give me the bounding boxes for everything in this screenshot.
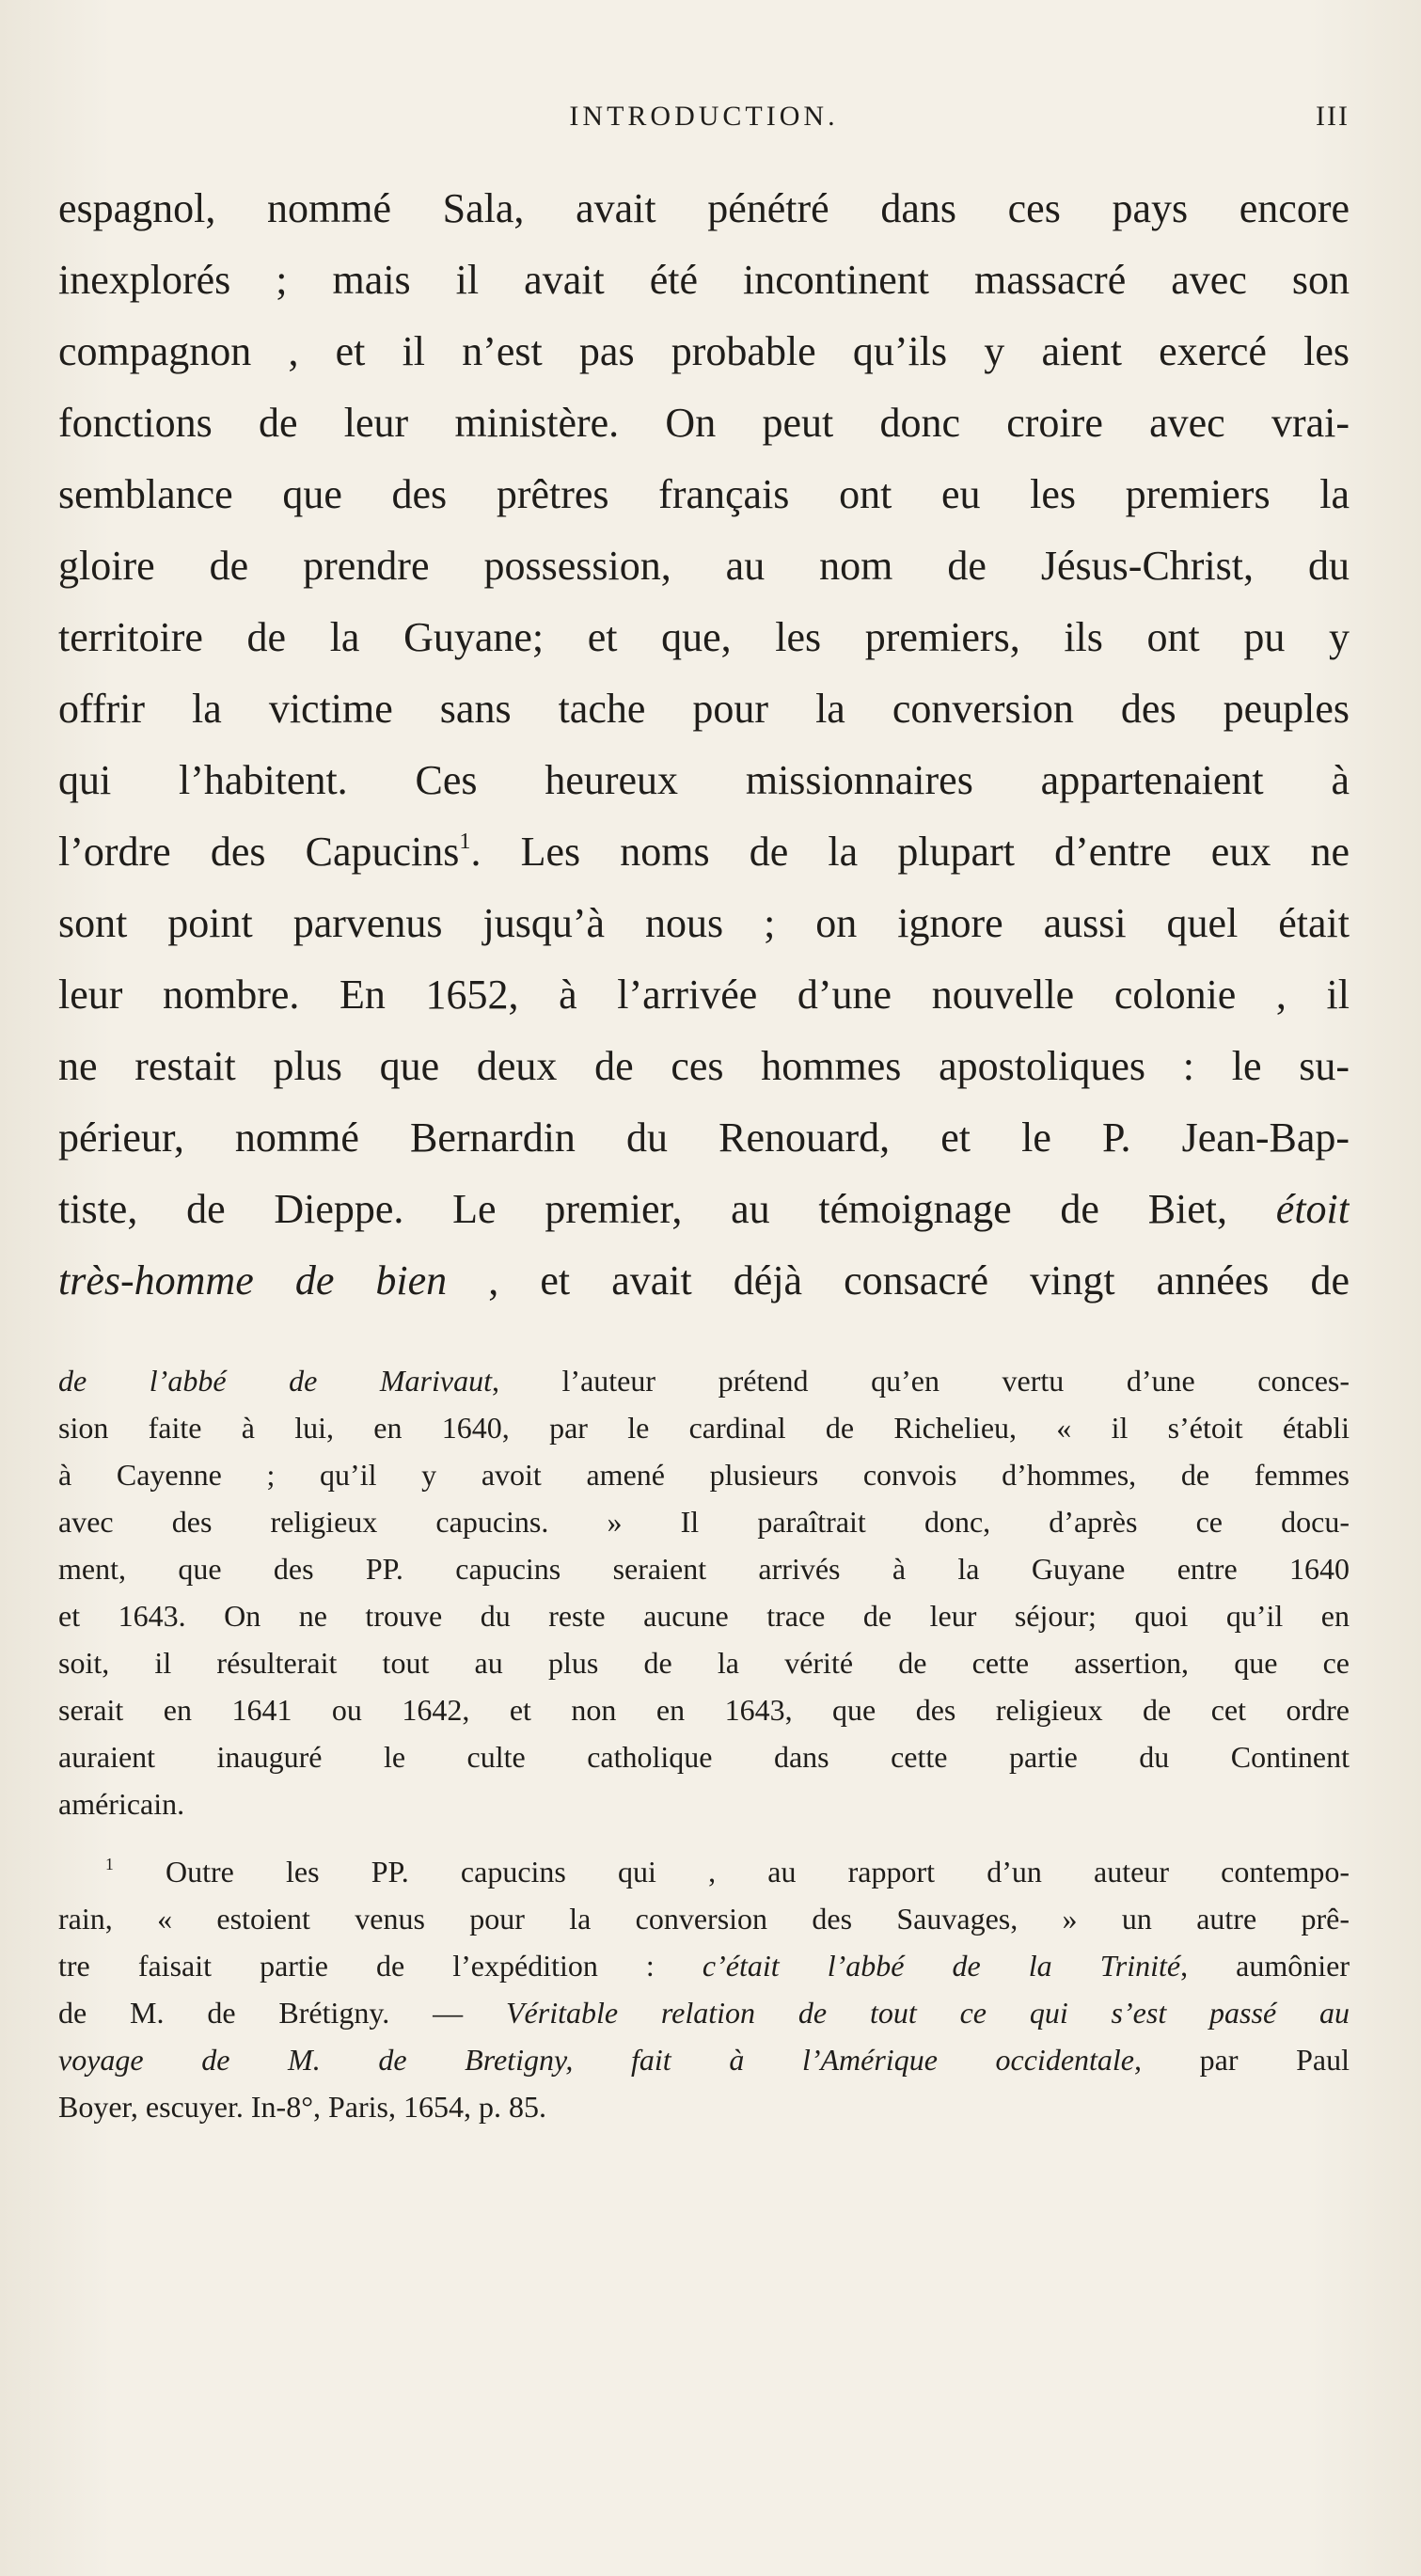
text-line: très-homme de bien , et avait déjà consacré vingt années de (58, 1257, 1350, 1304)
text-line: sont point parvenus jusqu’à nous ; on ignore aussi quel était (58, 900, 1350, 946)
note-line: auraient inauguré le culte catholique dans cette partie du Continent (58, 1740, 1350, 1774)
text-line: territoire de la Guyane; et que, les premiers, ils ont pu y (58, 614, 1350, 660)
text-line: l’ordre des Capucins$^1$. Les noms de la plupart d’entre eux ne (58, 828, 1350, 875)
text-line: offrir la victime sans tache pour la conversion des peuples (58, 686, 1350, 732)
note-line: de l’abbé de Marivaut, l’auteur prétend qu’en vertu d’une conces- (58, 1364, 1350, 1398)
note-continuation (58, 1357, 1350, 1827)
page-header (58, 97, 1350, 142)
page-number: III (1316, 101, 1350, 132)
note-line: serait en 1641 ou 1642, et non en 1643, que des religieux de cet ordre (58, 1693, 1350, 1727)
note-line: à Cayenne ; qu’il y avoit amené plusieurs convois d’hommes, de femmes (58, 1458, 1350, 1492)
note-line: soit, il résulterait tout au plus de la vérité de cette assertion, que ce (58, 1646, 1350, 1680)
note-line: rain, « estoient venus pour la conversion des Sauvages, » un autre prê- (58, 1902, 1350, 1936)
note-line: voyage de M. de Bretigny, fait à l’Amérique occidentale, par Paul (58, 2043, 1350, 2077)
text-line: ne restait plus que deux de ces hommes apostoliques : le su- (58, 1043, 1350, 1089)
text-line: tiste, de Dieppe. Le premier, au témoignage de Biet, étoit (58, 1186, 1350, 1232)
note-line: ment, que des PP. capucins seraient arrivés à la Guyane entre 1640 (58, 1552, 1350, 1586)
note-line: sion faite à lui, en 1640, par le cardinal de Richelieu, « il s’étoit établi (58, 1411, 1350, 1445)
note-line: de M. de Brétigny. — Véritable relation de tout ce qui s’est passé au (58, 1996, 1350, 2030)
note-line: Boyer, escuyer. In-8°, Paris, 1654, p. 85. (58, 2090, 546, 2124)
text-line: compagnon , et il n’est pas probable qu’ils y aient exercé les (58, 328, 1350, 374)
text-line: inexplorés ; mais il avait été incontinent massacré avec son (58, 257, 1350, 303)
note-line: américain. (58, 1787, 185, 1821)
running-title: INTRODUCTION. (569, 101, 839, 132)
note-line: tre faisait partie de l’expédition : c’était l’abbé de la Trinité, aumônier (58, 1949, 1350, 1983)
text-line: espagnol, nommé Sala, avait pénétré dans ces pays encore (58, 185, 1350, 231)
main-text (58, 173, 1350, 1317)
text-line: qui l’habitent. Ces heureux missionnaires appartenaient à (58, 757, 1350, 803)
footnote-marker: 1 (105, 1854, 114, 1873)
footnotes (58, 1357, 1350, 2130)
text-line: périeur, nommé Bernardin du Renouard, et le P. Jean-Bap- (58, 1114, 1350, 1161)
text-line: gloire de prendre possession, au nom de Jésus-Christ, du (58, 543, 1350, 589)
footnote-1 (58, 1848, 1350, 2130)
footnote-reference: 1 (459, 828, 471, 854)
note-line: avec des religieux capucins. » Il paraîtrait donc, d’après ce docu- (58, 1505, 1350, 1539)
text-line: semblance que des prêtres français ont eu les premiers la (58, 471, 1350, 517)
note-line: $^1$ Outre les PP. capucins qui , au rapport d’un auteur contempo- (105, 1854, 1350, 1889)
text-line: leur nombre. En 1652, à l’arrivée d’une nouvelle colonie , il (58, 972, 1350, 1018)
text-line: fonctions de leur ministère. On peut donc croire avec vrai- (58, 400, 1350, 446)
note-line: et 1643. On ne trouve du reste aucune trace de leur séjour; quoi qu’il en (58, 1599, 1350, 1633)
